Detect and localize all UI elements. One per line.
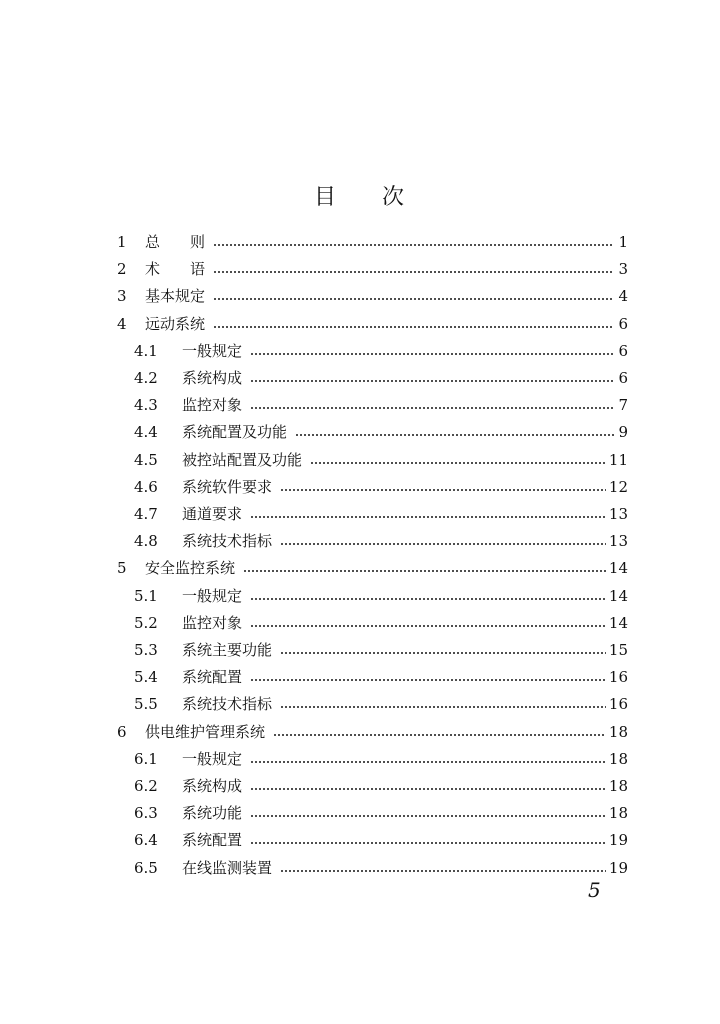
toc-leader-dots [250,679,606,681]
toc-entry-label: 系统配置 [182,668,243,687]
toc-entry [0,229,720,255]
toc-entry [0,256,720,282]
toc-entry-label: 安全监控系统 [145,559,236,578]
toc-entry-label: 一般规定 [182,749,243,768]
toc-leader-dots [250,380,614,382]
toc-entry [0,311,720,337]
toc-entry-page: 19 [608,858,628,877]
toc-entry-number: 2 [117,260,127,279]
toc-entry-page: 6 [618,314,628,333]
toc-entry-label: 系统功能 [182,804,243,823]
toc-entry-label: 供电维护管理系统 [145,722,266,741]
toc-entry-page: 6 [618,341,628,360]
toc-entry-page: 18 [608,722,628,741]
toc-leader-dots [213,326,614,328]
toc-entry [0,637,720,663]
toc-entry-label: 监控对象 [182,613,243,632]
toc-entry-number: 6.2 [134,777,158,795]
toc-entry [0,583,720,609]
toc-entry-page: 14 [608,613,628,632]
toc-entry-number: 4.8 [134,532,158,551]
toc-leader-dots [213,298,614,300]
toc-entry-page: 14 [608,586,628,605]
toc-leader-dots [310,462,606,464]
toc-entry-number: 4.6 [134,477,158,496]
toc-entry-label: 监控对象 [182,396,243,415]
toc-leader-dots [280,706,606,708]
toc-leader-dots [213,244,614,246]
toc-entry-number: 4 [117,314,127,333]
toc-entry [0,664,720,690]
toc-entry-page: 12 [608,477,628,496]
toc-entry-number: 5.4 [134,668,158,687]
toc-entry [0,719,720,745]
toc-entry-page: 9 [618,423,628,442]
toc-entry-number: 6.3 [134,804,158,823]
toc-entry-page: 18 [608,804,628,823]
toc-entry-number: 4.3 [134,396,158,415]
toc-entry-page: 3 [618,260,628,279]
toc-entry-page: 1 [618,233,628,251]
toc-leader-dots [280,489,606,491]
toc-entry-label: 远动系统 [145,314,206,333]
toc-entry-label: 系统技术指标 [182,532,273,551]
toc-entry-page: 18 [608,749,628,768]
toc-entry-label: 在线监测装置 [182,858,273,877]
toc-leader-dots [250,353,614,355]
toc-entry [0,827,720,853]
toc-leader-dots [250,815,606,817]
toc-entry-number: 1 [117,233,127,251]
toc-entry-page: 18 [608,777,628,795]
toc-entry-number: 5.5 [134,695,158,714]
toc-entry-page: 14 [608,559,628,578]
toc-leader-dots [280,652,606,654]
toc-entry-page: 19 [608,831,628,850]
toc-entry-page: 11 [608,450,628,469]
toc-leader-dots [250,788,606,790]
toc-entry-label: 一般规定 [182,341,243,360]
title-char-second: 次 [382,185,407,210]
page-number: 5 [588,878,601,902]
toc-entry [0,338,720,364]
toc-entry-number: 6.1 [134,749,158,768]
toc-entry-number: 6.4 [134,831,158,850]
toc-entry [0,528,720,554]
toc-entry-number: 4.5 [134,450,158,469]
toc-leader-dots [250,516,606,518]
toc-entry-number: 5.2 [134,613,158,632]
toc-entry-label: 术 语 [145,260,206,279]
toc-entry-number: 4.4 [134,423,158,442]
toc-leader-dots [250,407,614,409]
toc-leader-dots [213,271,614,273]
toc-entry-label: 系统构成 [182,369,243,387]
toc-entry-number: 4.1 [134,341,158,360]
toc-entry [0,392,720,418]
toc-entry [0,555,720,581]
toc-entry [0,419,720,445]
toc-entry-number: 6 [117,722,127,741]
toc-entry-page: 15 [608,641,628,659]
toc-leader-dots [250,625,606,627]
toc-entry-label: 系统主要功能 [182,641,273,659]
toc-entry-number: 3 [117,287,127,306]
toc-leader-dots [295,434,614,436]
toc-entry [0,474,720,500]
toc-entry-page: 16 [608,695,628,714]
toc-entry-page: 7 [618,396,628,415]
toc-entry-number: 4.7 [134,505,158,523]
toc-entry-page: 16 [608,668,628,687]
toc-leader-dots [273,734,606,736]
toc-entry-label: 通道要求 [182,505,243,523]
toc-entry-page: 13 [608,532,628,551]
toc-entry-label: 被控站配置及功能 [182,450,303,469]
toc-entry-number: 5.1 [134,586,158,605]
toc-entry [0,447,720,473]
toc-entry [0,746,720,772]
toc-entry-label: 系统构成 [182,777,243,795]
toc-entry [0,610,720,636]
toc-entry-page: 13 [608,505,628,523]
toc-entry [0,283,720,309]
toc-leader-dots [280,870,606,872]
toc-entry-number: 4.2 [134,369,158,387]
toc-entry-label: 系统配置 [182,831,243,850]
toc-entry-label: 基本规定 [145,287,206,306]
toc-leader-dots [250,842,606,844]
toc-entry-number: 5 [117,559,127,578]
toc-entry-page: 4 [618,287,628,306]
toc-entry [0,691,720,717]
toc-leader-dots [250,598,606,600]
toc-entry [0,800,720,826]
toc-entry-page: 6 [618,369,628,387]
toc-entry-label: 一般规定 [182,586,243,605]
toc-entry-label: 总 则 [145,233,206,251]
toc-leader-dots [250,761,606,763]
toc-entry-number: 6.5 [134,858,158,877]
toc-entry-label: 系统软件要求 [182,477,273,496]
toc-entry-label: 系统技术指标 [182,695,273,714]
toc-entry [0,501,720,527]
toc-entry [0,365,720,391]
title-char-first: 目 [313,185,338,210]
toc-entry-label: 系统配置及功能 [182,423,288,442]
toc-entry-number: 5.3 [134,641,158,659]
toc-leader-dots [243,570,606,572]
toc-leader-dots [280,543,606,545]
toc-entry [0,773,720,799]
toc-entry [0,855,720,881]
